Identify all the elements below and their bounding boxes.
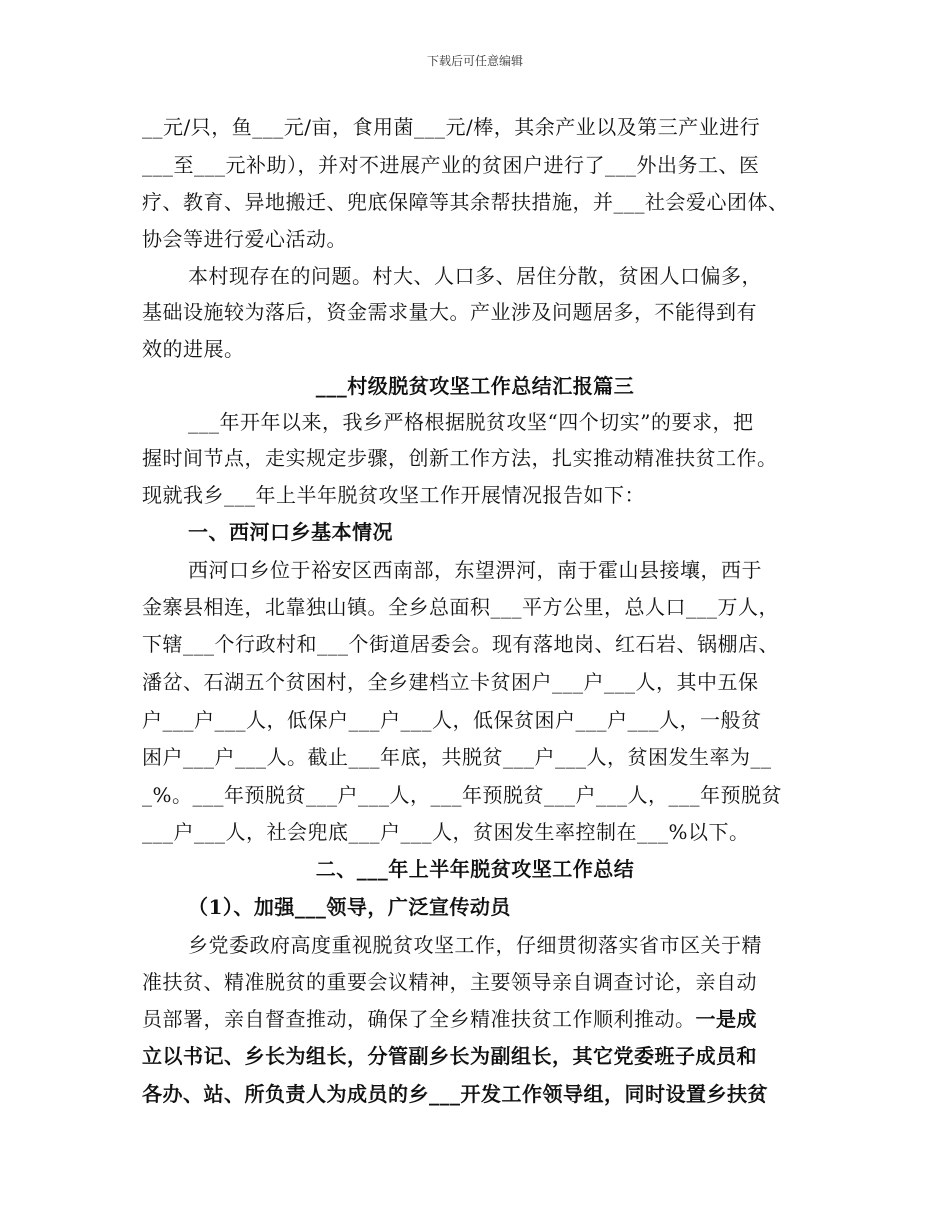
section-heading: 二、___年上半年脱贫攻坚工作总结: [315, 857, 635, 881]
paragraph-line: 下辖___个行政村和___个街道居委会。现有落地岗、红石岩、锅棚店、: [142, 632, 779, 656]
section-heading: ___村级脱贫攻坚工作总结汇报篇三: [315, 374, 635, 398]
paragraph-line: 潘岔、石湖五个贫困村，全乡建档立卡贫困户___户___人，其中五保: [142, 670, 759, 694]
paragraph-text: 员部署，亲自督查推动，确保了全乡精准扶贫工作顺利推动。: [142, 1007, 696, 1031]
paragraph-line: 西河口乡位于裕安区西南部，东望淠河，南于霍山县接壤，西于: [188, 558, 762, 582]
paragraph-line: 金寨县相连，北靠独山镇。全乡总面积___平方公里，总人口___万人，: [142, 595, 779, 619]
paragraph-line: ___至___元补助），并对不进展产业的贫困户进行了___外出务工、医: [142, 153, 760, 177]
paragraph-line: 协会等进行爱心活动。: [142, 227, 347, 251]
paragraph-line: __元/只，鱼___元/亩，食用菌___元/棒，其余产业以及第三产业进行: [142, 115, 761, 139]
paragraph-line: _%。___年预脱贫___户___人，___年预脱贫___户___人，___年预脱贫: [142, 783, 783, 807]
paragraph-line: ___年开年以来，我乡严格根据脱贫攻坚“四个切实”的要求，把: [188, 410, 754, 434]
paragraph-line: 握时间节点，走实规定步骤，创新工作方法，扎实推动精准扶贫工作。: [142, 446, 778, 470]
bold-text: 一是成: [695, 1007, 757, 1031]
paragraph-line: 本村现存在的问题。村大、人口多、居住分散，贫困人口偏多，: [188, 264, 762, 288]
subsection-heading: 一、西河口乡基本情况: [188, 520, 393, 544]
paragraph-line: 乡党委政府高度重视脱贫攻坚工作，仔细贯彻落实省市区关于精: [188, 933, 762, 957]
paragraph-line: 效的进展。: [142, 337, 245, 361]
paragraph-line: 疗、教育、异地搬迁、兜底保障等其余帮扶措施，并___社会爱心团体、: [142, 190, 789, 214]
paragraph-line: 立以书记、乡长为组长，分管副乡长为副组长，其它党委班子成员和: [142, 1044, 757, 1068]
paragraph-line: 准扶贫、精准脱贫的重要会议精神，主要领导亲自调查讨论，亲自动: [142, 970, 757, 994]
paragraph-line: 基础设施较为落后，资金需求量大。产业涉及问题居多，不能得到有: [142, 300, 757, 324]
subsection-heading: （1）、加强___领导，广泛宣传动员: [188, 895, 511, 919]
paragraph-line: [142, 1007, 757, 1031]
paragraph-line: 现就我乡___年上半年脱贫攻坚工作开展情况报告如下：: [142, 483, 645, 507]
page-header-note: 下载后可任意编辑: [426, 54, 523, 68]
paragraph-line: 困户___户___人。截止___年底，共脱贫___户___人，贫困发生率为__: [142, 745, 772, 769]
paragraph-line: ___户___人，社会兜底___户___人，贫困发生率控制在___%以下。: [142, 820, 750, 844]
paragraph-line: 各办、站、所负责人为成员的乡___开发工作领导组，同时设置乡扶贫: [142, 1082, 768, 1106]
paragraph-line: 户___户___人，低保户___户___人，低保贫困户___户___人，一般贫: [142, 708, 762, 732]
